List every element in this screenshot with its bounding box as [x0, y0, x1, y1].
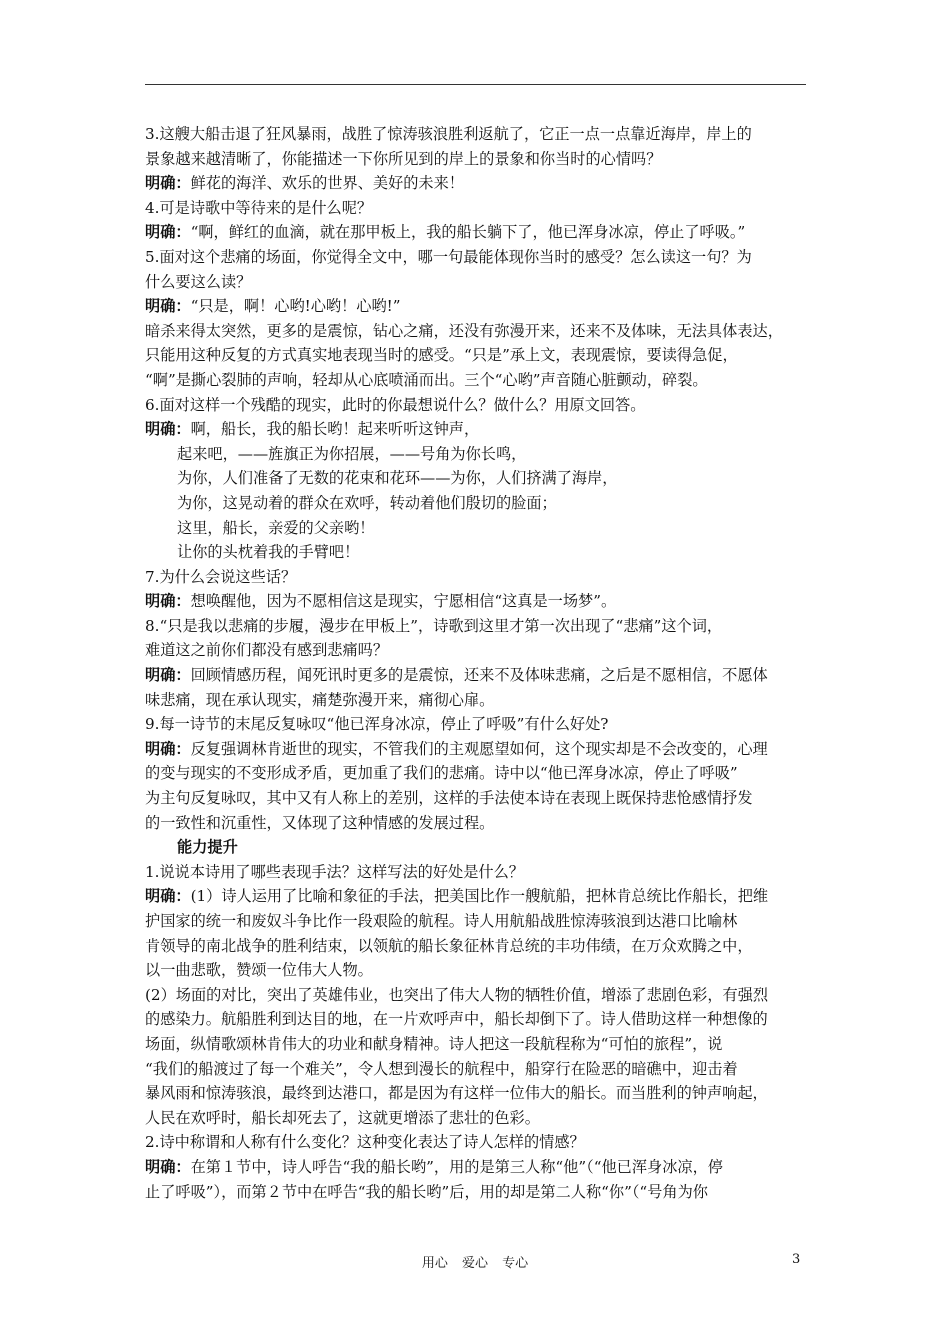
- line-text: 场面，纵情歌颂林肯伟大的功业和献身精神。诗人把这一段航程称为“可怕的旅程”，说: [145, 1034, 723, 1053]
- text-line: [145, 196, 813, 221]
- line-text: 3.这艘大船击退了狂风暴雨，战胜了惊涛骇浪胜利返航了，它正一点一点靠近海岸，岸上的: [145, 125, 752, 143]
- line-text: “只是，啊！心哟!心哟！心哟!”: [190, 297, 401, 316]
- text-line: [145, 688, 813, 713]
- text-line: [145, 860, 813, 885]
- line-text: 止了呼吸”），而第２节中在呼告“我的船长哟”后，用的却是第二人称“你”（“号角为你: [145, 1182, 708, 1201]
- text-line: [145, 442, 813, 467]
- line-text: 暴风雨和惊涛骇浪，最终到达港口，都是因为有这样一位伟大的船长。而当胜利的钟声响起，: [145, 1084, 768, 1103]
- text-line: [145, 270, 813, 295]
- line-text: 的感染力。航船胜利到达目的地，在一片欢呼声中，船长却倒下了。诗人借助这样一种想像的: [145, 1010, 768, 1029]
- line-text: 9.每一诗节的末尾反复咏叹“他已浑身冰凉，停止了呼吸”有什么好处?: [145, 715, 609, 734]
- line-text: 在第１节中，诗人呼告“我的船长哟”，用的是第三人称“他”（“他已浑身冰凉，停: [190, 1157, 723, 1176]
- answer-label: 明确：: [145, 666, 191, 685]
- answer-label: 明确：: [145, 739, 191, 758]
- text-line: [145, 1180, 813, 1205]
- section-heading: [145, 835, 813, 860]
- answer-line: [145, 884, 813, 909]
- text-line: [145, 540, 813, 565]
- line-text: 2.诗中称谓和人称有什么变化？这种变化表达了诗人怎样的情感？: [145, 1133, 585, 1152]
- text-line: [145, 934, 813, 959]
- text-line: [145, 516, 813, 541]
- text-line: [145, 614, 813, 639]
- text-line: [145, 147, 813, 172]
- line-text: 4.可是诗歌中等待来的是什么呢？: [145, 198, 373, 217]
- line-text: 人民在欢呼时，船长却死去了，这就更增添了悲壮的色彩。: [145, 1108, 540, 1127]
- line-text: 景象越来越清晰了，你能描述一下你所见到的岸上的景象和你当时的心情吗？: [145, 149, 662, 168]
- header-rule: [145, 84, 806, 85]
- text-line: [145, 466, 813, 491]
- text-line: [145, 1057, 813, 1082]
- text-line: [145, 245, 813, 270]
- text-line: [145, 712, 813, 737]
- document-body: [145, 122, 813, 1204]
- answer-label: 明确：: [145, 297, 191, 316]
- answer-line: [145, 220, 813, 245]
- line-text: “啊，鲜红的血滴，就在那甲板上，我的船长躺下了，他已浑身冰凉，停止了呼吸。”: [190, 223, 746, 242]
- text-line: [145, 983, 813, 1008]
- answer-label: 明确：: [145, 592, 191, 611]
- answer-line: [145, 417, 813, 442]
- line-text: (2）场面的对比，突出了英雄伟业，也突出了伟大人物的牺牲价值，增添了悲剧色彩，有强烈: [145, 985, 769, 1004]
- line-text: 护国家的统一和废奴斗争比作一段艰险的航程。诗人用航船战胜惊涛骇浪到达港口比喻林: [145, 912, 738, 930]
- footer-slogan: 用心 爱心 专心: [421, 1256, 529, 1271]
- line-text: 7.为什么会说这些话？: [145, 567, 297, 586]
- answer-label: 明确：: [145, 420, 191, 439]
- text-line: [145, 319, 813, 344]
- answer-line: [145, 663, 813, 688]
- text-line: [145, 811, 813, 836]
- text-line: [145, 1106, 813, 1131]
- line-text: 起来吧，——旌旗正为你招展，——号角为你长鸣，: [177, 444, 527, 463]
- line-text: 为你，这晃动着的群众在欢呼，转动着他们殷切的脸面；: [177, 493, 557, 512]
- line-text: 什么要这么读？: [145, 272, 252, 291]
- text-line: [145, 1130, 813, 1155]
- line-text: (1）诗人运用了比喻和象征的手法，把美国比作一艘航船，把林肯总统比作船长，把维: [190, 887, 769, 906]
- line-text: 想唤醒他，因为不愿相信这是现实，宁愿相信“这真是一场梦”。: [190, 592, 617, 611]
- line-text: 这里，船长，亲爱的父亲哟！: [177, 518, 375, 537]
- line-text: 味悲痛，现在承认现实，痛楚弥漫开来，痛彻心扉。: [145, 690, 495, 709]
- line-text: 难道这之前你们都没有感到悲痛吗？: [145, 641, 388, 660]
- line-text: 能力提升: [177, 838, 238, 857]
- line-text: 回顾情感历程，闻死讯时更多的是震惊，还来不及体味悲痛，之后是不愿相信，不愿体: [190, 666, 768, 685]
- line-text: 反复强调林肯逝世的现实，不管我们的主观愿望如何，这个现实却是不会改变的，心理: [190, 739, 768, 758]
- line-text: 为主句反复咏叹，其中又有人称上的差别，这样的手法使本诗在表现上既保持悲怆感情抒发: [145, 789, 753, 808]
- text-line: [145, 1007, 813, 1032]
- line-text: 5.面对这个悲痛的场面，你觉得全文中，哪一句最能体现你当时的感受？怎么读这一句？为: [145, 247, 752, 266]
- line-text: “我们的船渡过了每一个难关”，令人想到漫长的航程中，船穿行在险恶的暗礁中，迎击着: [145, 1059, 738, 1078]
- text-line: [145, 786, 813, 811]
- page-number: 3: [792, 1252, 801, 1267]
- text-line: [145, 909, 813, 934]
- answer-line: [145, 589, 813, 614]
- line-text: 肯领导的南北战争的胜利结束，以领航的船长象征林肯总统的丰功伟绩，在万众欢腾之中，: [145, 936, 753, 955]
- line-text: 啊，船长，我的船长哟！起来听听这钟声，: [190, 420, 480, 439]
- text-line: [145, 393, 813, 418]
- answer-label: 明确：: [145, 1157, 191, 1176]
- answer-line: [145, 294, 813, 319]
- line-text: 暗杀来得太突然，更多的是震惊，钻心之痛，还没有弥漫开来，还来不及体味，无法具体表达，: [145, 321, 783, 340]
- text-line: [145, 761, 813, 786]
- line-text: 只能用这种反复的方式真实地表现当时的感受。“只是”承上文，表现震惊，要读得急促，: [145, 346, 738, 365]
- line-text: 8.“只是我以悲痛的步履，漫步在甲板上”，诗歌到这里才第一次出现了“悲痛”这个词，: [145, 616, 723, 635]
- text-line: [145, 638, 813, 663]
- text-line: [145, 958, 813, 983]
- answer-label: 明确：: [145, 223, 191, 242]
- text-line: [145, 122, 813, 147]
- text-line: [145, 343, 813, 368]
- line-text: 的变与现实的不变形成矛盾，更加重了我们的悲痛。诗中以“他已浑身冰凉，停止了呼吸”: [145, 764, 738, 783]
- text-line: [145, 491, 813, 516]
- line-text: 1.说说本诗用了哪些表现手法？这样写法的好处是什么？: [145, 862, 524, 881]
- line-text: 鲜花的海洋、欢乐的世界、美好的未来！: [190, 174, 464, 193]
- answer-line: [145, 1155, 813, 1180]
- text-line: [145, 1032, 813, 1057]
- answer-label: 明确：: [145, 174, 191, 193]
- line-text: 让你的头枕着我的手臂吧！: [177, 543, 360, 562]
- answer-line: [145, 171, 813, 196]
- line-text: 6.面对这样一个残酷的现实，此时的你最想说什么？做什么？用原文回答。: [145, 395, 646, 414]
- text-line: [145, 565, 813, 590]
- answer-line: [145, 737, 813, 762]
- line-text: 以一曲悲歌，赞颂一位伟大人物。: [145, 961, 373, 980]
- text-line: [145, 1081, 813, 1106]
- answer-label: 明确：: [145, 887, 191, 906]
- text-line: [145, 368, 813, 393]
- line-text: “啊”是撕心裂肺的声响，轻却从心底喷涌而出。三个“心哟”声音随心脏颤动，碎裂。: [145, 370, 708, 389]
- line-text: 的一致性和沉重性，又体现了这种情感的发展过程。: [145, 813, 495, 832]
- line-text: 为你，人们准备了无数的花束和花环——为你，人们挤满了海岸，: [177, 469, 618, 488]
